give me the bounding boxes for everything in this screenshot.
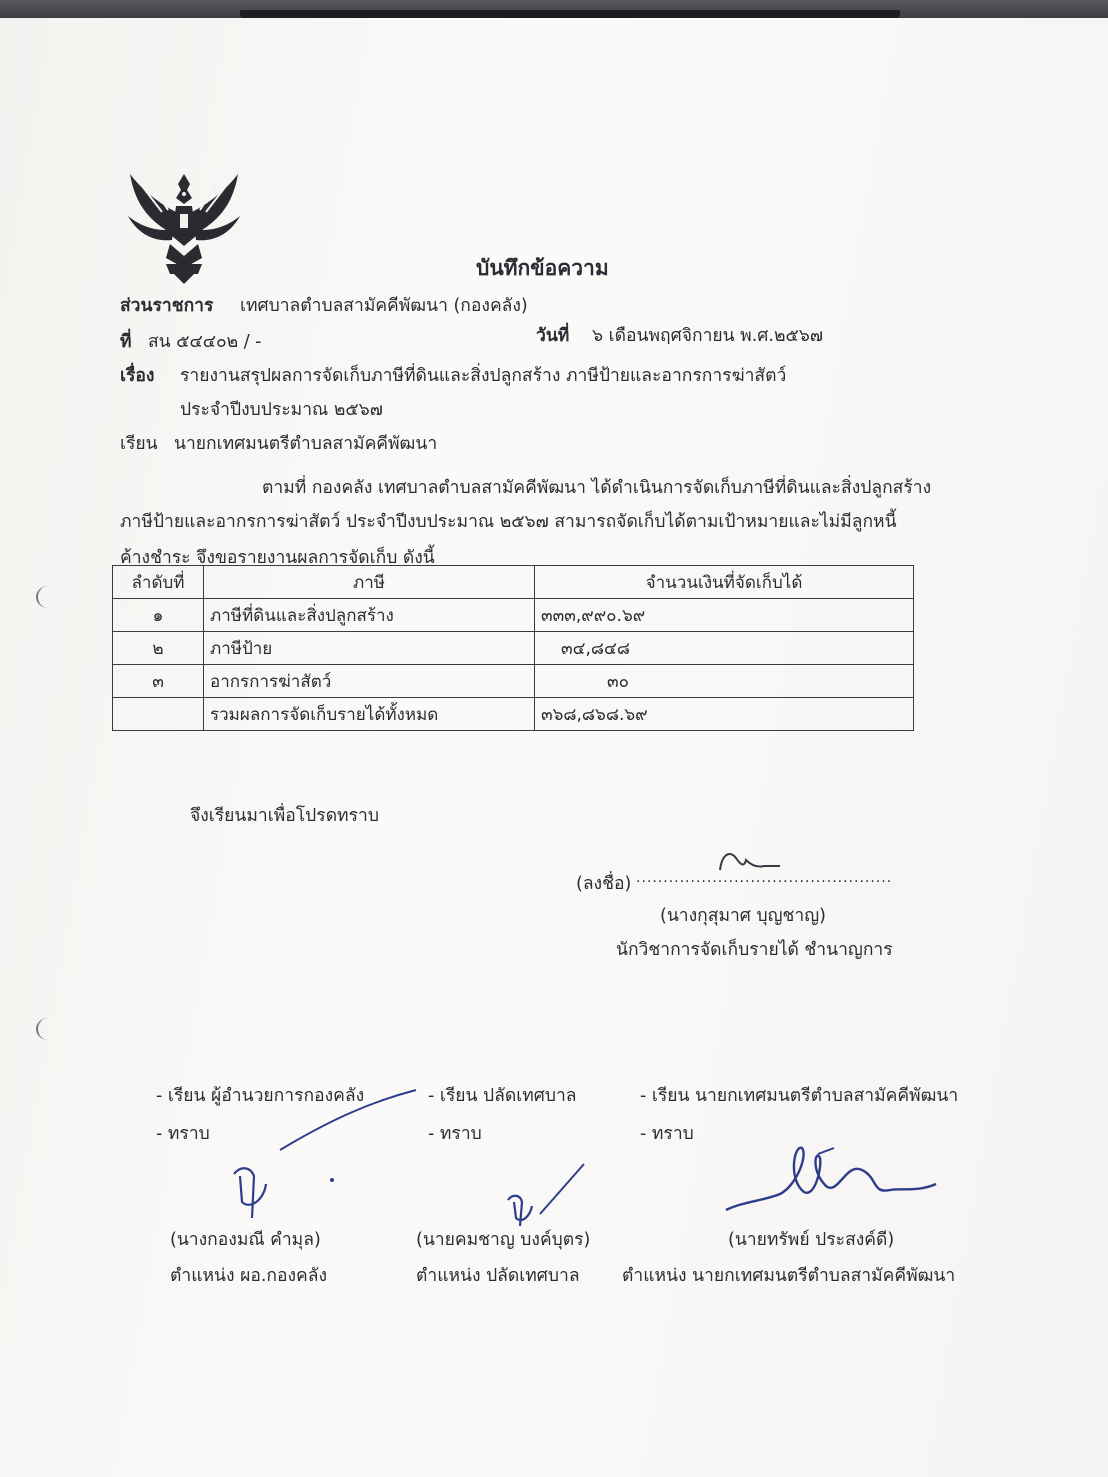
agency-value: เทศบาลตำบลสามัคคีพัฒนา (กองคลัง) (240, 296, 528, 316)
date-label: วันที่ (536, 326, 570, 346)
routing-1-to: - เรียน ผู้อำนวยการกองคลัง (156, 1086, 365, 1106)
agency-label: ส่วนราชการ (120, 296, 214, 316)
clerk-signature (500, 1160, 590, 1240)
officer-signature (716, 846, 786, 876)
routing-1-ack: - ทราบ (156, 1124, 210, 1144)
punch-hole-mark (36, 586, 60, 608)
director-signature (220, 1080, 420, 1230)
row-tax: ภาษีป้าย (204, 632, 535, 665)
closing-text: จึงเรียนมาเพื่อโปรดทราบ (190, 806, 379, 826)
routing-3-ack: - ทราบ (640, 1124, 694, 1144)
ref-label: ที่ (120, 332, 132, 352)
officer-position: นักวิชาการจัดเก็บรายได้ ชำนาญการ (616, 940, 893, 960)
row-amount: ๓๐ (535, 665, 914, 698)
ref-value: สน ๕๔๔๐๒ / - (148, 332, 262, 352)
body-line-3: ค้างชำระ จึงขอรายงานผลการจัดเก็บ ดังนี้ (120, 548, 435, 568)
to-label: เรียน (120, 434, 158, 454)
routing-2-to: - เรียน ปลัดเทศบาล (428, 1086, 577, 1106)
subject-line-2: ประจำปีงบประมาณ ๒๕๖๗ (180, 400, 383, 420)
garuda-emblem-icon (120, 168, 248, 286)
tax-summary-table (112, 565, 914, 731)
officer-name: (นางกุสุมาศ บุญชาญ) (660, 906, 826, 926)
header-tax: ภาษี (204, 566, 535, 599)
routing-1-position: ตำแหน่ง ผอ.กองคลัง (170, 1266, 328, 1286)
sign-label: (ลงชื่อ) (576, 874, 632, 894)
header-amount: จำนวนเงินที่จัดเก็บได้ (535, 566, 914, 599)
header-order: ลำดับที่ (113, 566, 204, 599)
routing-3-to: - เรียน นายกเทศมนตรีตำบลสามัคคีพัฒนา (640, 1086, 959, 1106)
table-row (113, 632, 914, 665)
routing-1-name: (นางกองมณี คำมุล) (170, 1230, 321, 1250)
row-order (113, 698, 204, 731)
body-line-1: ตามที่ กองคลัง เทศบาลตำบลสามัคคีพัฒนา ได้ดำเนินการจัดเก็บภาษีที่ดินและสิ่งปลูกสร้าง (262, 478, 932, 498)
row-tax: ภาษีที่ดินและสิ่งปลูกสร้าง (204, 599, 535, 632)
routing-2-position: ตำแหน่ง ปลัดเทศบาล (416, 1266, 580, 1286)
to-value: นายกเทศมนตรีตำบลสามัคคีพัฒนา (174, 434, 438, 454)
row-tax: รวมผลการจัดเก็บรายได้ทั้งหมด (204, 698, 535, 731)
subject-label: เรื่อง (120, 366, 155, 386)
table-row (113, 599, 914, 632)
row-amount: ๓๖๘,๘๖๘.๖๙ (535, 698, 914, 731)
row-order: ๓ (113, 665, 204, 698)
row-tax: อากรการฆ่าสัตว์ (204, 665, 535, 698)
mayor-signature (722, 1140, 942, 1220)
table-row (113, 665, 914, 698)
row-amount: ๓๔,๘๔๘ (535, 632, 914, 665)
row-order: ๒ (113, 632, 204, 665)
row-amount: ๓๓๓,๙๙๐.๖๙ (535, 599, 914, 632)
body-line-2: ภาษีป้ายและอากรการฆ่าสัตว์ ประจำปีงบประมาณ ๒๕๖๗ สามารถจัดเก็บได้ตามเป้าหมายและไม่มีลูกหนี้ (120, 512, 897, 532)
date-value: ๖ เดือนพฤศจิกายน พ.ศ.๒๕๖๗ (592, 326, 824, 346)
memo-heading: บันทึกข้อความ (476, 256, 609, 280)
routing-3-name: (นายทรัพย์ ประสงค์ดี) (728, 1230, 895, 1250)
routing-2-ack: - ทราบ (428, 1124, 482, 1144)
routing-2-name: (นายคมชาญ บงค์บุตร) (416, 1230, 591, 1250)
table-total-row (113, 698, 914, 731)
sign-dots: ............................................... (636, 870, 893, 886)
subject-line-1: รายงานสรุปผลการจัดเก็บภาษีที่ดินและสิ่งปลูกสร้าง ภาษีป้ายและอากรการฆ่าสัตว์ (180, 366, 787, 386)
punch-hole-mark (36, 1018, 60, 1040)
table-header-row (113, 566, 914, 599)
row-order: ๑ (113, 599, 204, 632)
routing-3-position: ตำแหน่ง นายกเทศมนตรีตำบลสามัคคีพัฒนา (622, 1266, 956, 1286)
